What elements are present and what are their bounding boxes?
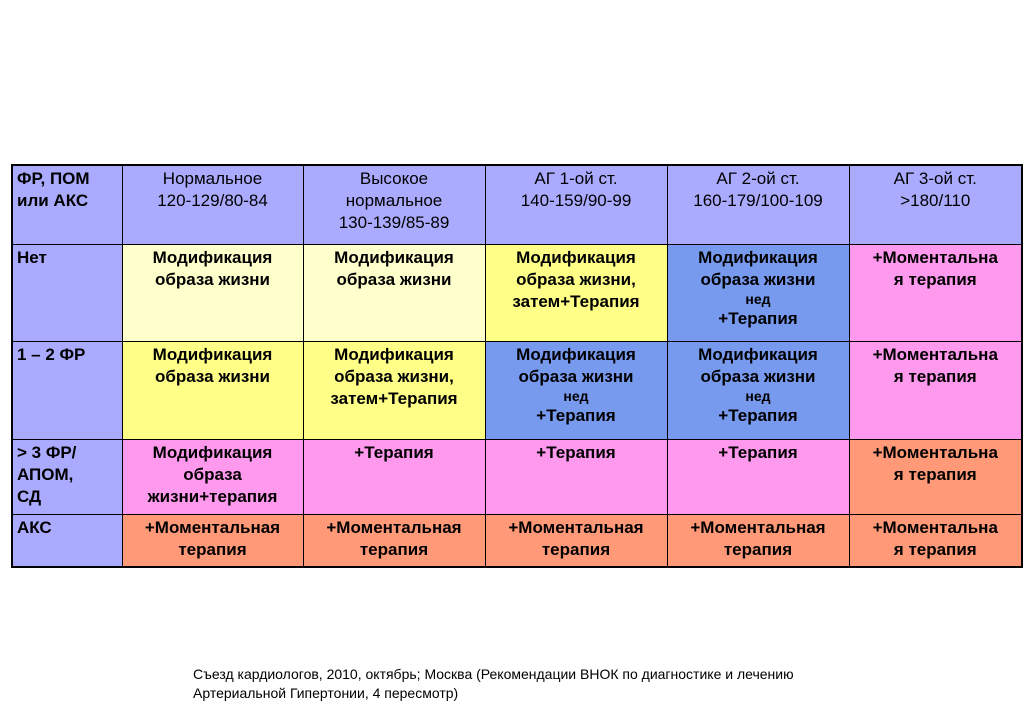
- row-header-line: АКС: [17, 517, 52, 537]
- cell-text-line: жизни+терапия: [147, 486, 278, 506]
- cell-text-line: Модификация: [152, 247, 273, 267]
- corner-header: [12, 165, 122, 244]
- cell-text-line: образа жизни: [154, 366, 270, 386]
- cell-text-line: я терапия: [893, 269, 977, 289]
- cell-text-line: +Моментальная: [144, 517, 281, 537]
- column-header-line-1: АГ 2-ой ст.: [716, 169, 800, 188]
- column-header-line-2: 140-159/90-99: [520, 191, 632, 210]
- cell-text-line: +Моментальна: [872, 344, 998, 364]
- cell-text-line: образа жизни,: [334, 366, 454, 386]
- table-row: [12, 514, 1022, 567]
- cell-text-line: Модификация: [152, 442, 273, 462]
- cell-note-text: нед: [745, 290, 771, 307]
- corner-line-1: ФР, ПОМ: [17, 169, 90, 188]
- cell-text-line: Модификация: [516, 247, 636, 267]
- table-cell: [303, 514, 485, 567]
- column-header-line-2: 120-129/80-84: [157, 191, 268, 210]
- row-header-line: Нет: [17, 247, 47, 267]
- table-cell: [122, 514, 303, 567]
- table-cell: [485, 341, 667, 439]
- table-cell: [849, 514, 1022, 567]
- row-header-line: АПОМ,: [17, 464, 74, 484]
- cell-text-line: образа жизни: [336, 269, 452, 289]
- cell-text-line: Модификация: [152, 344, 273, 364]
- column-header-line-1: АГ 1-ой ст.: [534, 169, 618, 188]
- source-citation-line-1: Съезд кардиологов, 2010, октябрь; Москва (Рекомендации ВНОК по диагностике и лечению: [193, 666, 794, 682]
- table-cell: [303, 244, 485, 341]
- table-cell: [485, 244, 667, 341]
- source-citation-line-2: Артериальной Гипертонии, 4 пересмотр): [193, 685, 459, 701]
- cell-text-line: затем+Терапия: [330, 388, 458, 408]
- table-cell: [122, 244, 303, 341]
- cell-text-line: я терапия: [893, 464, 977, 484]
- cell-therapy-text: +Терапия: [536, 405, 616, 425]
- row-header-line: 1 – 2 ФР: [17, 344, 86, 364]
- table-row: [12, 439, 1022, 514]
- table-cell: [667, 341, 849, 439]
- cell-text-line: +Моментальна: [872, 247, 998, 267]
- header-row: [12, 165, 1022, 244]
- cell-text-line: образа жизни: [154, 269, 270, 289]
- row-header-line: СД: [17, 486, 42, 506]
- corner-line-2: или АКС: [17, 191, 89, 210]
- row-header: [12, 439, 122, 514]
- table-cell: [667, 244, 849, 341]
- cell-text-line: образа жизни,: [516, 269, 636, 289]
- column-header-line-1: Нормальное: [162, 169, 263, 188]
- cell-text-line: я терапия: [893, 539, 977, 559]
- table-cell: [667, 514, 849, 567]
- row-header: [12, 341, 122, 439]
- column-header-ag2: [667, 165, 849, 244]
- table-cell: [303, 439, 485, 514]
- cell-text-line: терапия: [723, 539, 793, 559]
- cell-text-line: +Терапия: [354, 442, 434, 462]
- column-header-ag3: [849, 165, 1022, 244]
- column-header-ag1: [485, 165, 667, 244]
- table-cell: [667, 439, 849, 514]
- cell-text-line: +Моментальная: [690, 517, 826, 537]
- cell-note-text: нед: [563, 387, 589, 404]
- column-header-line-2: >180/110: [900, 191, 971, 210]
- cell-text-line: Модификация: [698, 344, 818, 364]
- column-header-line-1: Высокое: [359, 169, 429, 188]
- column-header-high-normal: [303, 165, 485, 244]
- cell-text-line: затем+Терапия: [512, 291, 640, 311]
- row-header: [12, 244, 122, 341]
- cell-text-line: +Терапия: [718, 442, 798, 462]
- cell-text-line: +Моментальная: [508, 517, 644, 537]
- column-header-line-2: 160-179/100-109: [693, 191, 823, 210]
- cell-text-line: я терапия: [893, 366, 977, 386]
- table-row: [12, 341, 1022, 439]
- cell-text-line: +Моментальна: [872, 517, 998, 537]
- cell-text-line: образа: [183, 464, 242, 484]
- column-header-normal: [122, 165, 303, 244]
- table-cell: [122, 439, 303, 514]
- source-citation: [193, 665, 993, 703]
- column-header-line-3: 130-139/85-89: [338, 213, 450, 232]
- cell-text-line: образа жизни: [700, 366, 816, 386]
- cell-text-line: +Терапия: [536, 442, 616, 462]
- table-cell: [849, 341, 1022, 439]
- column-header-line-2: нормальное: [345, 191, 443, 210]
- cell-therapy-text: +Терапия: [718, 308, 798, 328]
- table-cell: [122, 341, 303, 439]
- cell-text-line: терапия: [541, 539, 611, 559]
- cell-text-line: терапия: [178, 539, 247, 559]
- cell-text-line: терапия: [359, 539, 429, 559]
- row-header-line: > 3 ФР/: [17, 442, 77, 462]
- cell-therapy-text: +Терапия: [718, 405, 798, 425]
- table-cell: [485, 514, 667, 567]
- table-cell: [849, 244, 1022, 341]
- cell-text-line: образа жизни: [518, 366, 634, 386]
- cell-text-line: Модификация: [516, 344, 636, 364]
- cell-text-line: Модификация: [334, 247, 454, 267]
- table-row: [12, 244, 1022, 341]
- table-cell: [849, 439, 1022, 514]
- cell-note-text: нед: [745, 387, 771, 404]
- cell-text-line: Модификация: [698, 247, 818, 267]
- cell-text-line: +Моментальна: [872, 442, 998, 462]
- row-header: [12, 514, 122, 567]
- column-header-line-1: АГ 3-ой ст.: [893, 169, 977, 188]
- table-cell: [303, 341, 485, 439]
- cell-text-line: образа жизни: [700, 269, 816, 289]
- cell-text-line: +Моментальная: [326, 517, 462, 537]
- table-cell: [485, 439, 667, 514]
- cell-text-line: Модификация: [334, 344, 454, 364]
- risk-stratification-table: [11, 164, 1023, 568]
